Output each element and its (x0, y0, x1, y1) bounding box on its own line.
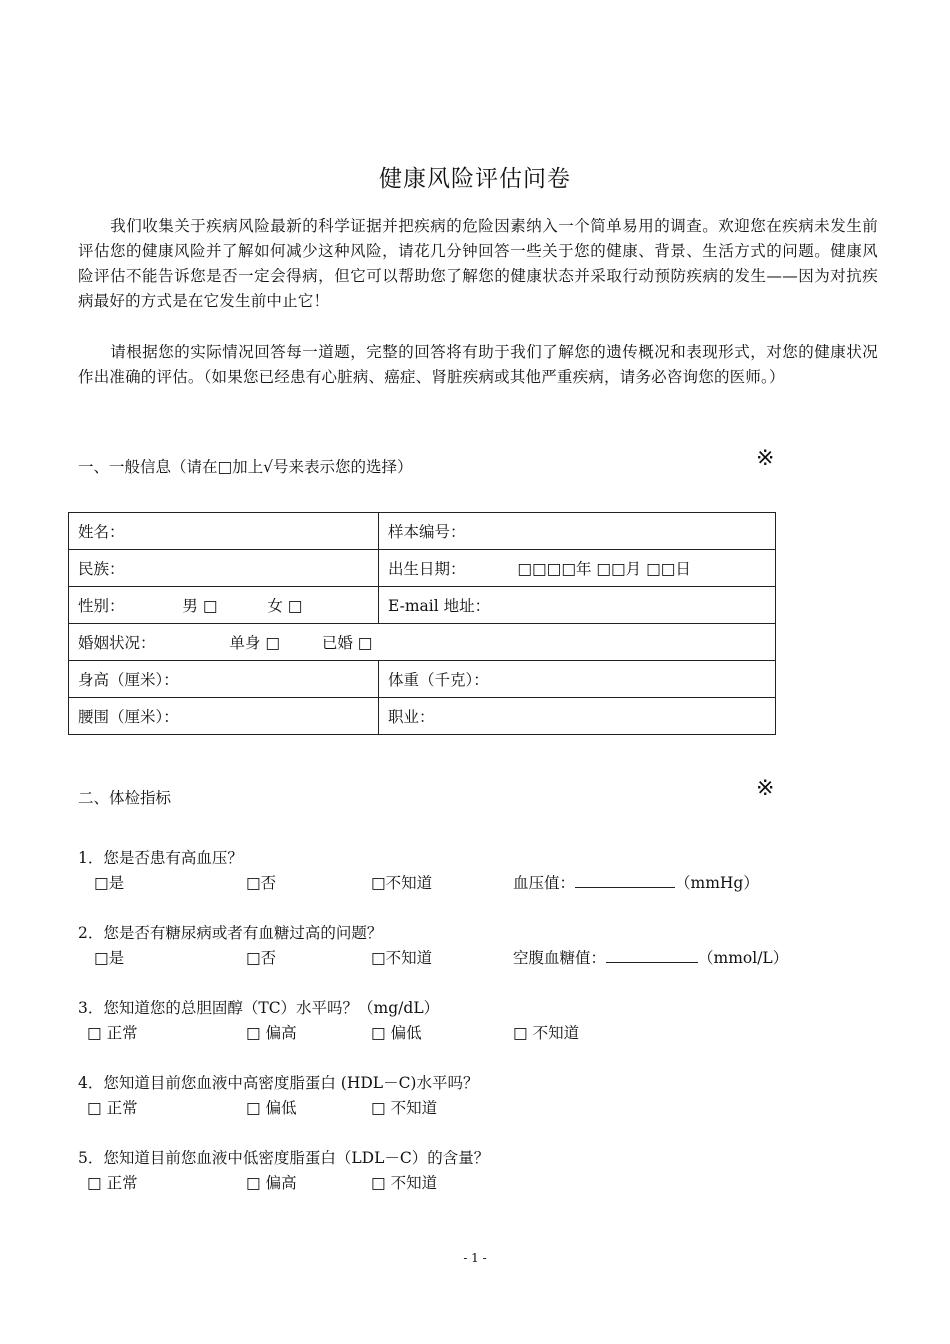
sample-number-field[interactable]: 样本编号： (379, 513, 776, 550)
q4-normal-checkbox[interactable]: □ 正常 (87, 1099, 138, 1117)
q1-unknown-checkbox[interactable]: □不知道 (371, 874, 433, 892)
intro-text-2: 请根据您的实际情况回答每一道题，完整的回答将有助于我们了解您的遗传概况和表现形式，对您的健康状况作出准确的评估。（如果您已经患有心脏病、癌症、肾脏疾病或其他严重疾病，请务必咨询您的医师。） (78, 343, 878, 386)
blood-pressure-unit: （mmHg） (675, 874, 759, 892)
weight-field[interactable]: 体重（千克）： (379, 661, 776, 698)
page-number: - 1 - (463, 1251, 487, 1265)
table-row (69, 587, 776, 624)
blood-pressure-label: 血压值： (513, 874, 576, 892)
blood-pressure-input[interactable] (575, 873, 675, 888)
q1-value-row (513, 871, 759, 893)
q4-unknown-checkbox[interactable]: □ 不知道 (371, 1099, 438, 1117)
height-field[interactable]: 身高（厘米）： (69, 661, 379, 698)
q5-unknown-checkbox[interactable]: □ 不知道 (371, 1174, 438, 1192)
intro-paragraph-2 (78, 340, 878, 390)
marital-married-checkbox[interactable]: 已婚 □ (321, 634, 373, 652)
q2-yes-checkbox[interactable]: □是 (94, 949, 125, 967)
question-4: 4．您知道目前您血液中高密度脂蛋白 (HDL－C)水平吗？ (78, 1074, 479, 1092)
q4-low-checkbox[interactable]: □ 偏低 (246, 1099, 297, 1117)
q3-low-checkbox[interactable]: □ 偏低 (371, 1024, 422, 1042)
document-title: 健康风险评估问卷 (379, 166, 571, 192)
birth-date-label: 出生日期： (388, 560, 466, 578)
fasting-glucose-unit: （mmol/L） (698, 949, 789, 967)
intro-text-1: 我们收集关于疾病风险最新的科学证据并把疾病的危险因素纳入一个简单易用的调查。欢迎您在疾病未发生前评估您的健康风险并了解如何减少这种风险，请花几分钟回答一些关于您的健康、背景、生活方式的问题。健康风险评估不能告诉您是否一定会得病，但它可以帮助您了解您的健康状态并采取行动预防疾病的发生——因为对抗疾病最好的方式是在它发生前中止它！ (78, 217, 878, 310)
table-row (69, 513, 776, 550)
table-row (69, 661, 776, 698)
marital-single-checkbox[interactable]: 单身 □ (229, 634, 280, 652)
q3-normal-checkbox[interactable]: □ 正常 (87, 1024, 138, 1042)
gender-label: 性别： (78, 597, 125, 615)
q3-unknown-checkbox[interactable]: □ 不知道 (513, 1024, 580, 1042)
fasting-glucose-input[interactable] (606, 948, 698, 963)
question-5: 5．您知道目前您血液中低密度脂蛋白（LDL－C）的含量？ (78, 1149, 490, 1167)
section1-mark: ※ (756, 446, 775, 471)
email-field[interactable]: E-mail 地址： (379, 587, 776, 624)
section1-heading: 一、一般信息（请在□加上√号来表示您的选择） (78, 458, 413, 476)
section2-heading: 二、体检指标 (78, 789, 172, 807)
marital-status-field (69, 624, 776, 661)
gender-female-checkbox[interactable]: 女 □ (267, 597, 303, 615)
question-3: 3．您知道您的总胆固醇（TC）水平吗？（mg/dL） (78, 999, 440, 1017)
q2-unknown-checkbox[interactable]: □不知道 (371, 949, 433, 967)
intro-paragraph-1 (78, 214, 878, 314)
gender-male-checkbox[interactable]: 男 □ (182, 597, 218, 615)
waist-field[interactable]: 腰围（厘米）： (69, 698, 379, 735)
birth-date-field[interactable] (379, 550, 776, 587)
q1-no-checkbox[interactable]: □否 (246, 874, 277, 892)
q2-value-row (513, 946, 788, 968)
name-field[interactable]: 姓名： (69, 513, 379, 550)
birth-date-boxes[interactable]: □□□□年 □□月 □□日 (517, 560, 691, 578)
fasting-glucose-label: 空腹血糖值： (513, 949, 607, 967)
q2-no-checkbox[interactable]: □否 (246, 949, 277, 967)
section2-mark: ※ (756, 776, 775, 801)
question-2: 2．您是否有糖尿病或者有血糖过高的问题？ (78, 924, 383, 942)
table-row (69, 550, 776, 587)
general-info-table (68, 512, 776, 735)
q3-high-checkbox[interactable]: □ 偏高 (246, 1024, 297, 1042)
q1-yes-checkbox[interactable]: □是 (94, 874, 125, 892)
table-row (69, 624, 776, 661)
question-1: 1．您是否患有高血压？ (78, 849, 243, 867)
ethnicity-field[interactable]: 民族： (69, 550, 379, 587)
table-row (69, 698, 776, 735)
q5-normal-checkbox[interactable]: □ 正常 (87, 1174, 138, 1192)
gender-field (69, 587, 379, 624)
marital-label: 婚姻状况： (78, 634, 156, 652)
occupation-field[interactable]: 职业： (379, 698, 776, 735)
q5-high-checkbox[interactable]: □ 偏高 (246, 1174, 297, 1192)
